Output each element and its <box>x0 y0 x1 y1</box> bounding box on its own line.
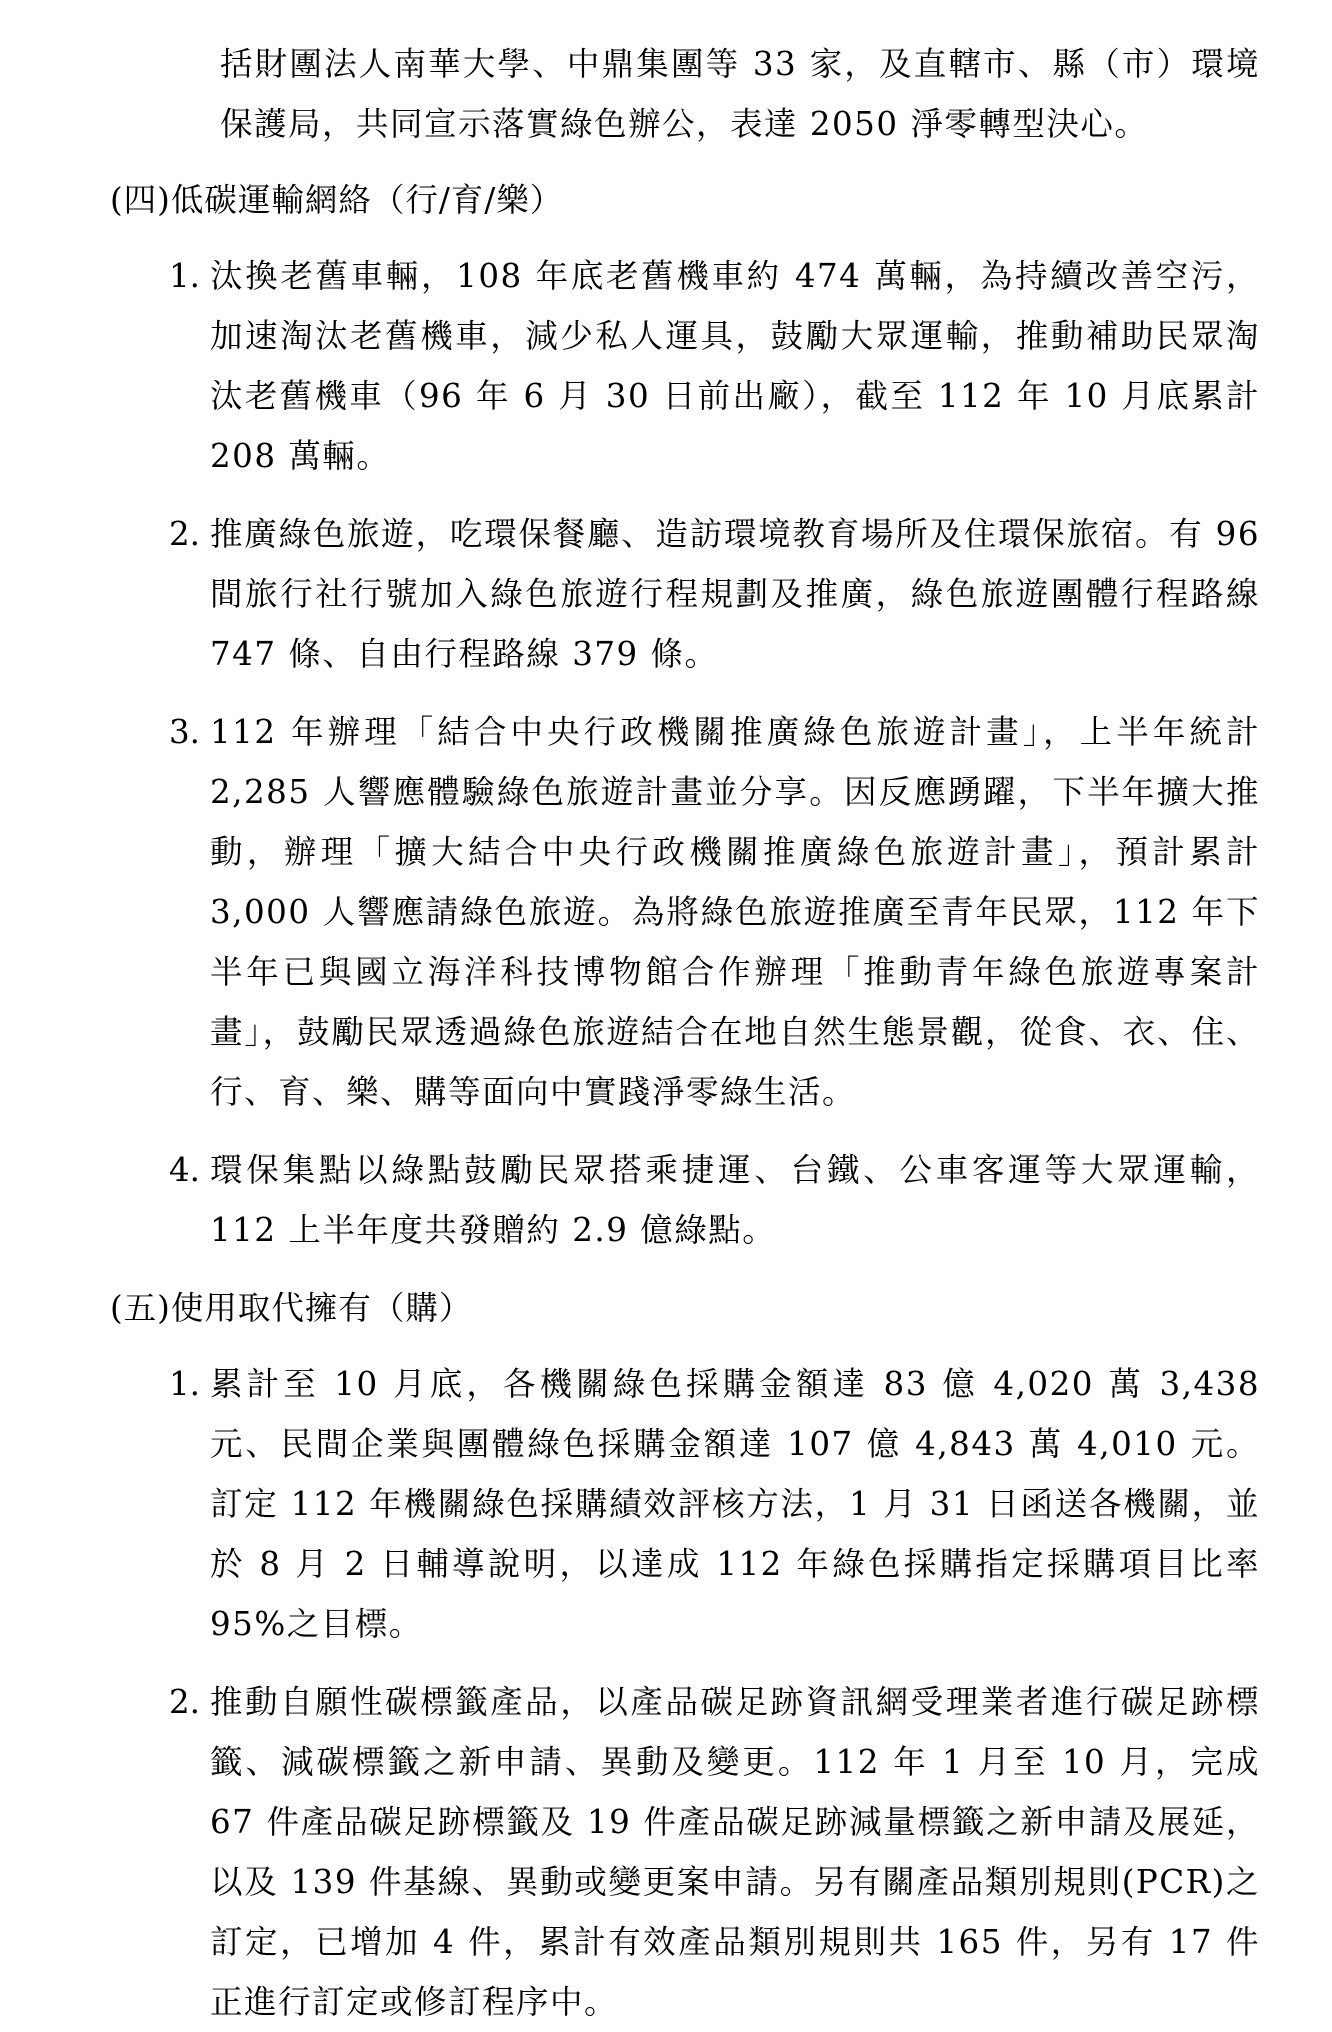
section-heading: (四)低碳運輸網絡（行/育/樂） <box>110 181 564 219</box>
intro-paragraph: 括財團法人南華大學、中鼎集團等 33 家，及直轄市、縣（市）環境保護局，共同宣示落實綠色辦公，表達 2050 淨零轉型決心。 <box>220 45 1260 143</box>
section-use-instead-of-own <box>110 1278 1260 2032</box>
item-number: 2. <box>168 515 200 553</box>
item-text: 推廣綠色旅遊，吃環保餐廳、造訪環境教育場所及住環保旅宿。有 96 間旅行社行號加入綠色旅遊行程規劃及推廣，綠色旅遊團體行程路線 747 條、自由行程路線 379 條。 <box>210 515 1260 673</box>
list-item <box>110 1140 1260 1260</box>
list-item <box>110 1354 1260 1654</box>
item-number: 1. <box>168 257 200 295</box>
item-number: 2. <box>168 1683 200 1721</box>
section-low-carbon-transport <box>110 170 1260 1260</box>
item-text: 推動自願性碳標籤產品，以產品碳足跡資訊網受理業者進行碳足跡標籤、減碳標籤之新申請、異動及變更。112 年 1 月至 10 月，完成 67 件產品碳足跡標籤及 19 件產品碳足跡減量標籤之新申請及展延，以及 139 件基線、異動或變更案申請。另有關產品類別規則(PCR)之訂定，已增加 4 件，累計有效產品類別規則共 165 件，另有 17 件正進行訂定或修訂程序中。 <box>210 1683 1260 2021</box>
section-heading: (五)使用取代擁有（購） <box>110 1289 473 1327</box>
list-item <box>110 246 1260 486</box>
item-number: 3. <box>168 713 200 751</box>
list-item <box>110 702 1260 1122</box>
item-text: 累計至 10 月底，各機關綠色採購金額達 83 億 4,020 萬 3,438 元、民間企業與團體綠色採購金額達 107 億 4,843 萬 4,010 元。訂定 112 年機關綠色採購績效評核方法，1 月 31 日函送各機關，並於 8 月 2 日輔導說明，以達成 112 年綠色採購指定採購項目比率 95%之目標。 <box>210 1365 1260 1643</box>
item-text: 112 年辦理「結合中央行政機關推廣綠色旅遊計畫」，上半年統計 2,285 人響應體驗綠色旅遊計畫並分享。因反應踴躍，下半年擴大推動，辦理「擴大結合中央行政機關推廣綠色旅遊計畫」，預計累計 3,000 人響應請綠色旅遊。為將綠色旅遊推廣至青年民眾，112 年下半年已與國立海洋科技博物館合作辦理「推動青年綠色旅遊專案計畫」，鼓勵民眾透過綠色旅遊結合在地自然生態景觀，從食、衣、住、行、育、樂、購等面向中實踐淨零綠生活。 <box>210 713 1260 1111</box>
list-item <box>110 504 1260 684</box>
item-text: 環保集點以綠點鼓勵民眾搭乘捷運、台鐵、公車客運等大眾運輸，112 上半年度共發贈約 2.9 億綠點。 <box>210 1151 1260 1249</box>
item-text: 汰換老舊車輛，108 年底老舊機車約 474 萬輛，為持續改善空污，加速淘汰老舊機車，減少私人運具，鼓勵大眾運輸，推動補助民眾淘汰老舊機車（96 年 6 月 30 日前出廠），截至 112 年 10 月底累計 208 萬輛。 <box>210 257 1260 475</box>
item-number: 1. <box>168 1365 200 1403</box>
item-number: 4. <box>168 1151 200 1189</box>
list-item <box>110 1672 1260 2032</box>
